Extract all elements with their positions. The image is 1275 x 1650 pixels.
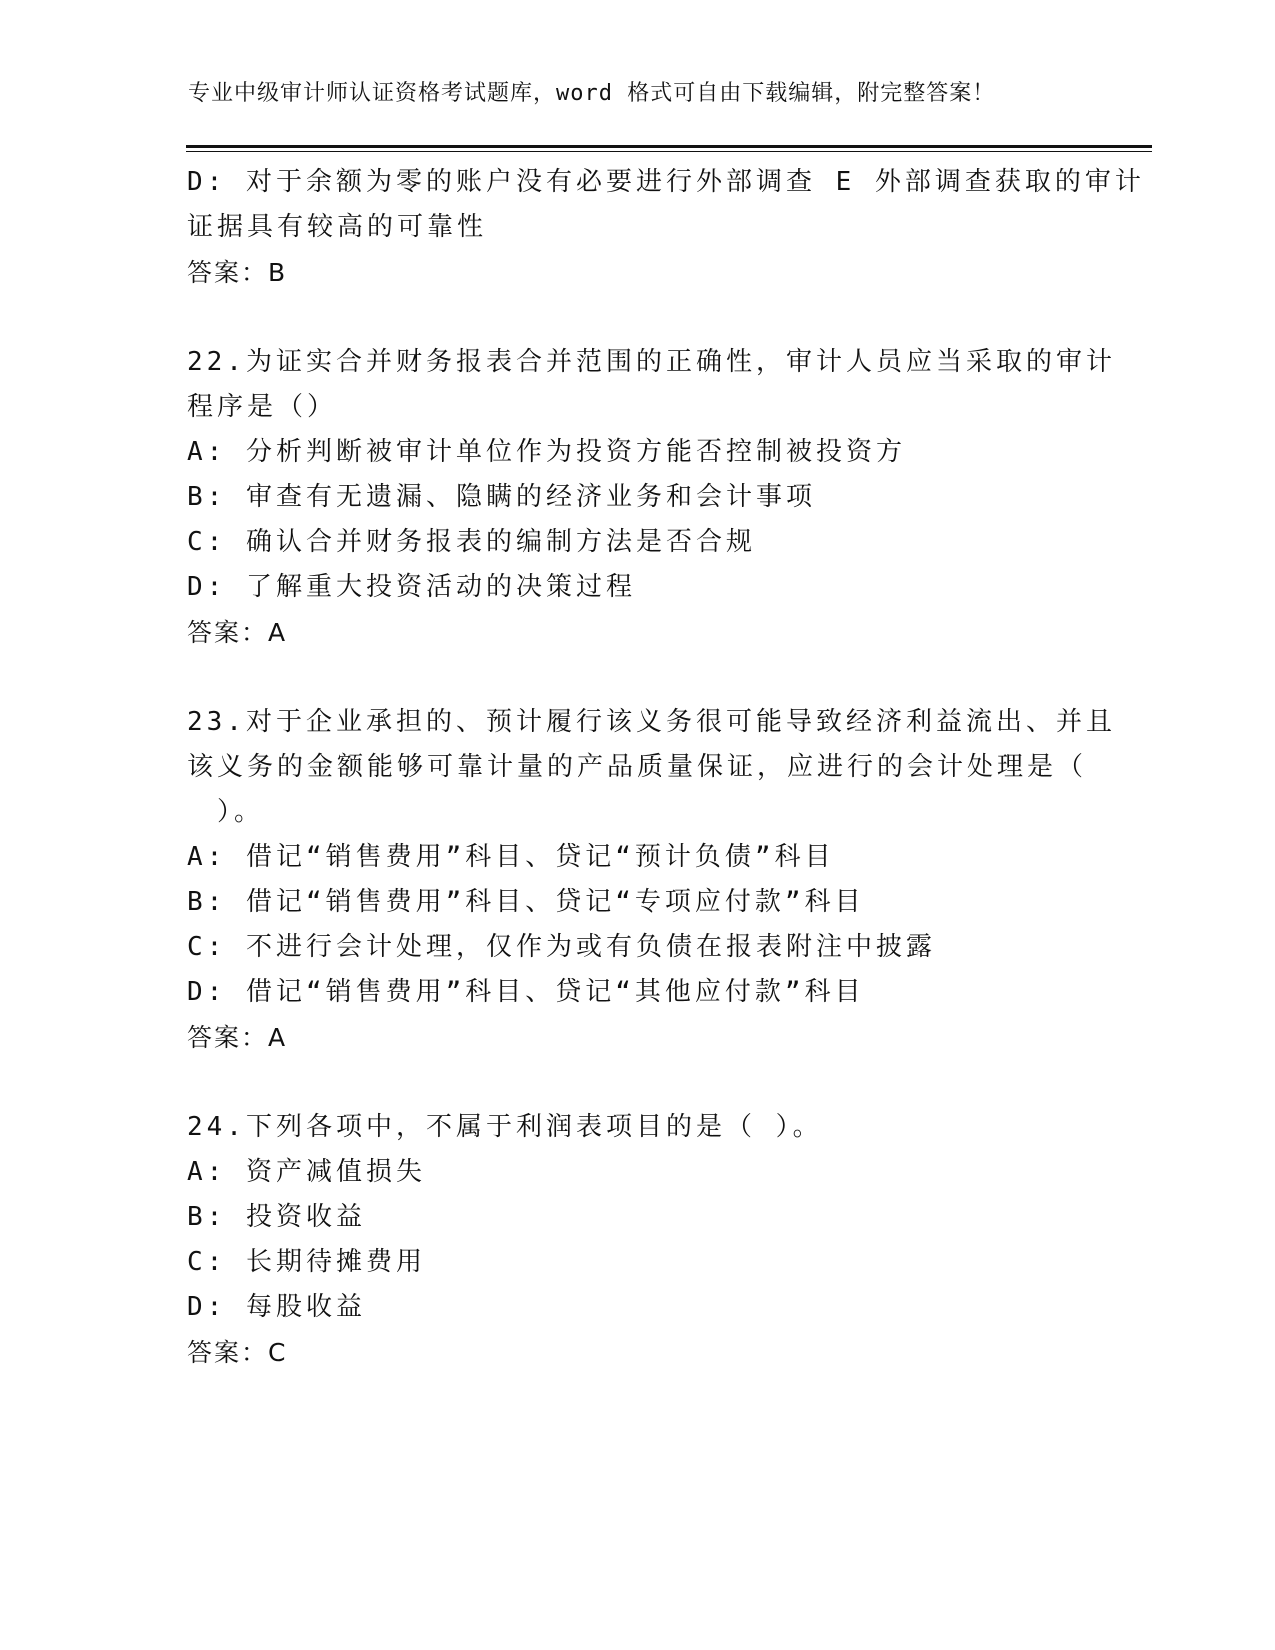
option-a: A: 资产减值损失	[187, 1157, 426, 1187]
answer-line: 答案：B	[187, 258, 288, 287]
option-b: B: 投资收益	[187, 1202, 366, 1232]
option-a: A: 分析判断被审计单位作为投资方能否控制被投资方	[187, 437, 906, 467]
question-block-continued	[187, 160, 1145, 295]
option-d: D: 每股收益	[187, 1292, 366, 1322]
answer-line: 答案：A	[187, 618, 288, 647]
option-c: C: 不进行会计处理，仅作为或有负债在报表附注中披露	[187, 932, 936, 962]
header-rule-thin	[186, 151, 1152, 152]
question-stem-line: 24.下列各项中，不属于利润表项目的是（ ）。	[187, 1112, 823, 1142]
question-block-23	[187, 700, 1116, 1060]
option-b: B: 审查有无遗漏、隐瞒的经济业务和会计事项	[187, 482, 816, 512]
page-header: 专业中级审计师认证资格考试题库，word 格式可自由下载编辑，附完整答案！	[188, 81, 996, 106]
block-spacer	[187, 295, 1087, 340]
question-content	[187, 160, 1145, 1375]
answer-line: 答案：C	[187, 1338, 288, 1367]
option-line: D: 对于余额为零的账户没有必要进行外部调查 E 外部调查获取的审计	[187, 167, 1145, 197]
answer-line: 答案：A	[187, 1023, 288, 1052]
option-c: C: 确认合并财务报表的编制方法是否合规	[187, 527, 756, 557]
question-stem-line: 22.为证实合并财务报表合并范围的正确性，审计人员应当采取的审计	[187, 347, 1116, 377]
option-a: A: 借记“销售费用”科目、贷记“预计负债”科目	[187, 842, 835, 872]
option-b: B: 借记“销售费用”科目、贷记“专项应付款”科目	[187, 887, 865, 917]
question-stem-line: ）。	[217, 797, 265, 827]
option-c: C: 长期待摊费用	[187, 1247, 426, 1277]
question-stem-line: 23.对于企业承担的、预计履行该义务很可能导致经济利益流出、并且	[187, 707, 1116, 737]
question-stem-line: 该义务的金额能够可靠计量的产品质量保证，应进行的会计处理是（	[187, 752, 1088, 782]
block-spacer	[187, 1060, 1087, 1105]
question-stem-line: 程序是（）	[187, 392, 338, 422]
header-rule-thick	[186, 145, 1152, 148]
option-d: D: 借记“销售费用”科目、贷记“其他应付款”科目	[187, 977, 865, 1007]
option-d: D: 了解重大投资活动的决策过程	[187, 572, 636, 602]
block-spacer	[187, 655, 1087, 700]
question-block-24	[187, 1105, 1087, 1375]
option-line: 证据具有较高的可靠性	[187, 212, 488, 242]
question-block-22	[187, 340, 1116, 655]
